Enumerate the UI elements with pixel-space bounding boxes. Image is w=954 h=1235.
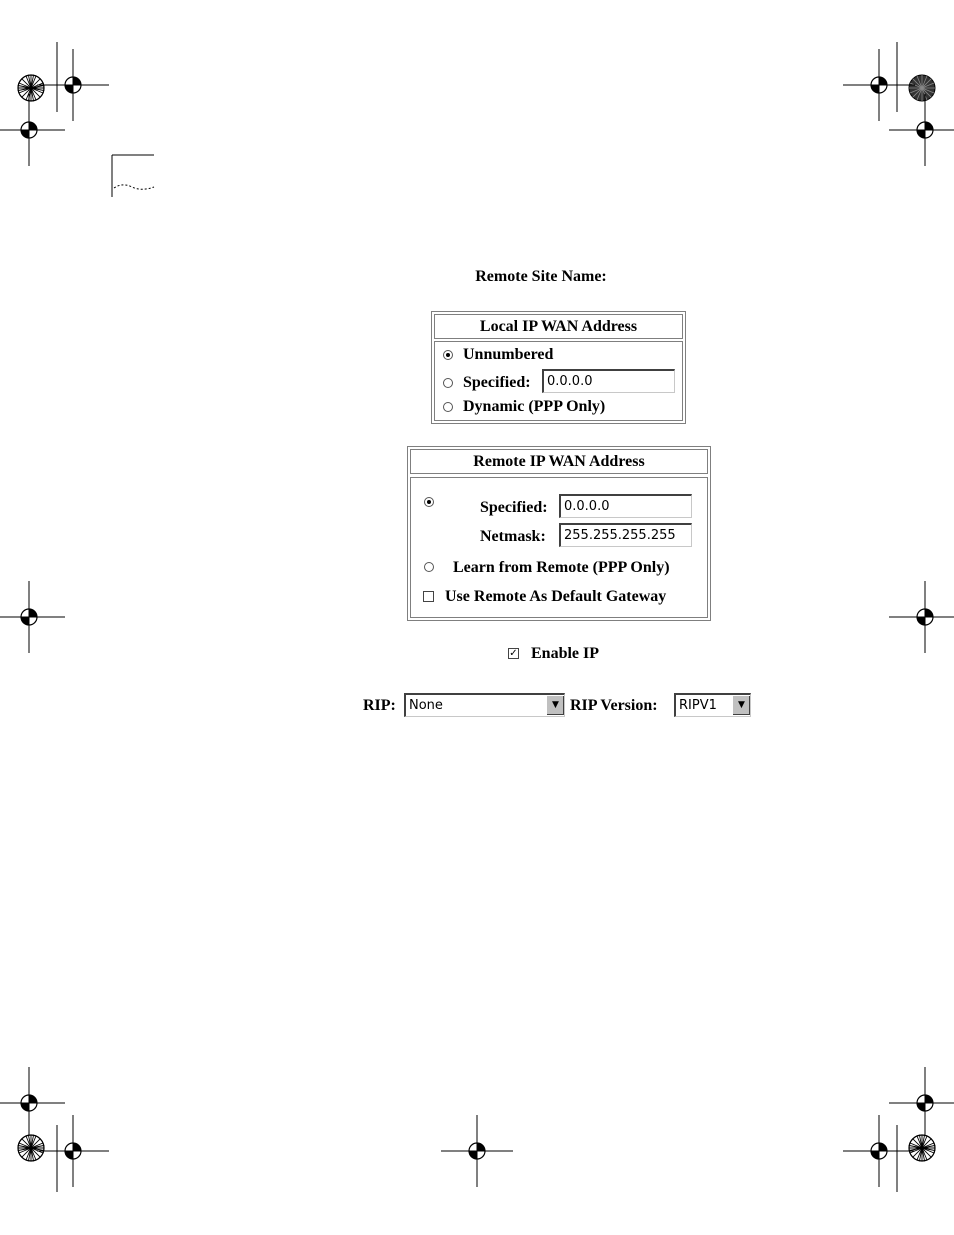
default-gateway-checkbox[interactable] bbox=[423, 591, 434, 602]
remote-specified-label: Specified: bbox=[480, 499, 548, 516]
dropdown-arrow-icon[interactable]: ▼ bbox=[546, 695, 564, 715]
remote-ip-wan-header: Remote IP WAN Address bbox=[410, 449, 708, 474]
dropdown-arrow-icon[interactable]: ▼ bbox=[732, 695, 750, 715]
unnumbered-radio[interactable] bbox=[443, 350, 453, 360]
learn-from-remote-label: Learn from Remote (PPP Only) bbox=[453, 559, 670, 576]
remote-ip-wan-panel bbox=[407, 446, 711, 621]
local-specified-label: Specified: bbox=[463, 374, 531, 391]
rip-select[interactable] bbox=[404, 693, 565, 717]
enable-ip-label: Enable IP bbox=[531, 645, 600, 662]
learn-from-remote-radio[interactable] bbox=[424, 562, 434, 572]
local-specified-ip-input[interactable] bbox=[542, 369, 675, 393]
unnumbered-label: Unnumbered bbox=[463, 346, 554, 363]
netmask-input[interactable] bbox=[559, 523, 692, 547]
rip-version-select-value: RIPV1 bbox=[679, 698, 717, 713]
remote-specified-ip-input[interactable] bbox=[559, 494, 692, 518]
rip-version-label: RIP Version: bbox=[570, 697, 658, 714]
default-gateway-label: Use Remote As Default Gateway bbox=[445, 588, 667, 605]
local-ip-wan-header: Local IP WAN Address bbox=[434, 314, 683, 339]
netmask-label: Netmask: bbox=[480, 528, 546, 545]
dynamic-label: Dynamic (PPP Only) bbox=[463, 398, 606, 415]
checkmark-icon: ✓ bbox=[509, 648, 518, 659]
rip-label: RIP: bbox=[363, 697, 396, 714]
local-ip-wan-panel bbox=[431, 311, 686, 424]
remote-specified-radio[interactable] bbox=[424, 497, 434, 507]
remote-site-name-label: Remote Site Name: bbox=[475, 268, 607, 285]
rip-version-select[interactable] bbox=[674, 693, 751, 717]
local-specified-radio[interactable] bbox=[443, 378, 453, 388]
enable-ip-checkbox[interactable] bbox=[508, 648, 519, 659]
dynamic-radio[interactable] bbox=[443, 402, 453, 412]
rip-select-value: None bbox=[409, 698, 443, 713]
